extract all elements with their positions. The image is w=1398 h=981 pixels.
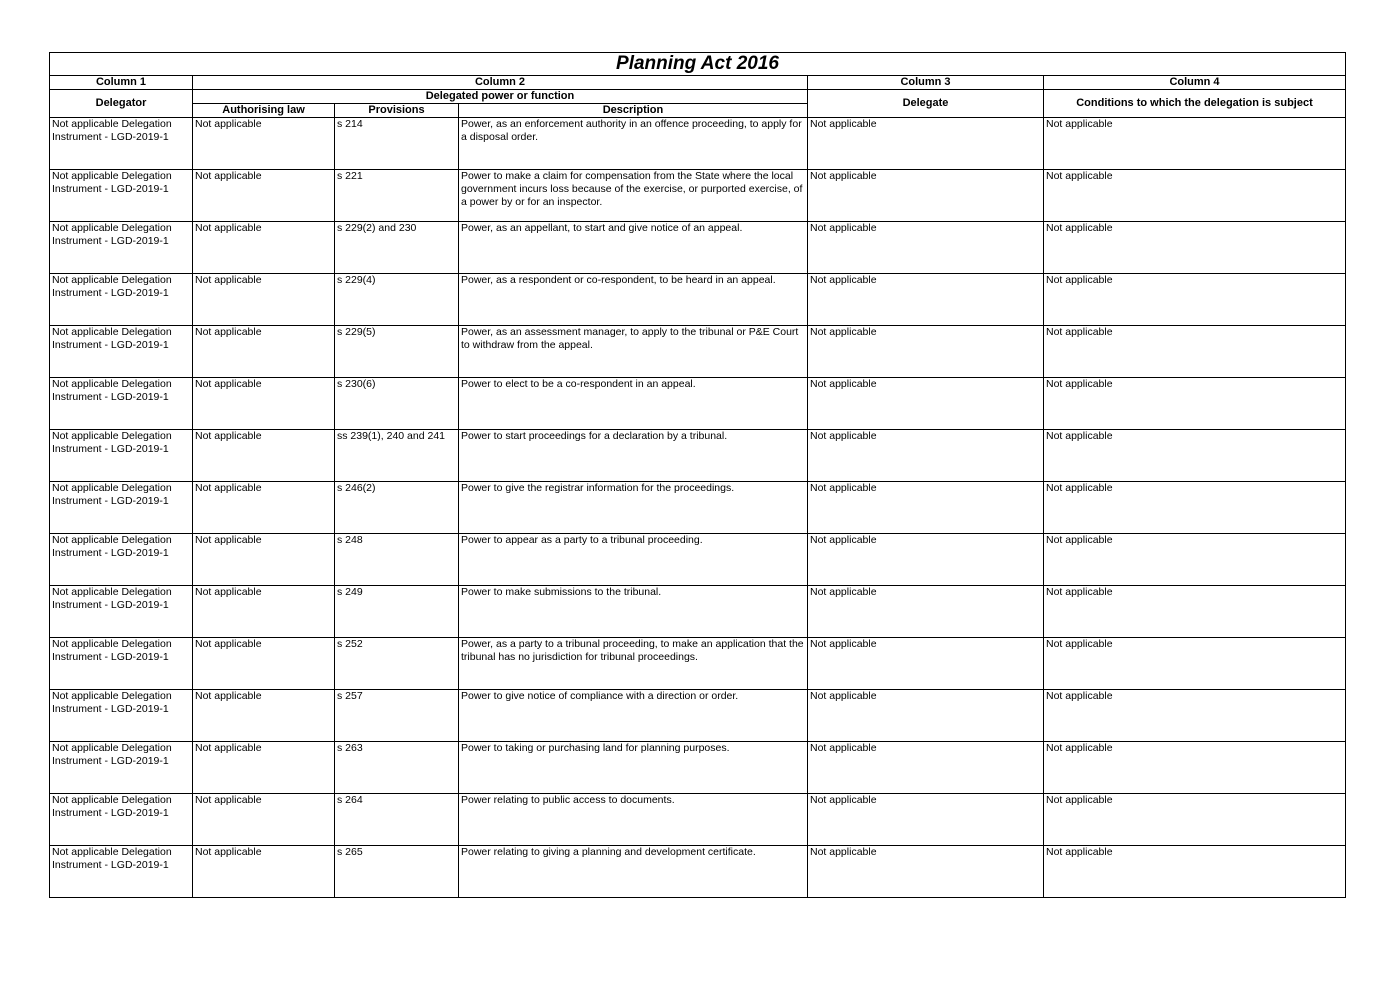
authorising-law-cell: Not applicable xyxy=(193,170,335,222)
conditions-header: Conditions to which the delegation is subject xyxy=(1044,90,1346,118)
description-cell: Power, as an enforcement authority in an offence proceeding, to apply for a disposal order. xyxy=(459,118,808,170)
delegation-table xyxy=(49,52,1346,898)
conditions-cell: Not applicable xyxy=(1044,586,1346,638)
provision-cell: s 230(6) xyxy=(335,378,459,430)
authorising-law-cell: Not applicable xyxy=(193,638,335,690)
delegate-cell: Not applicable xyxy=(808,430,1044,482)
table-row xyxy=(50,638,1346,690)
description-cell: Power to give the registrar information for the proceedings. xyxy=(459,482,808,534)
authorising-law-cell: Not applicable xyxy=(193,430,335,482)
authorising-law-cell: Not applicable xyxy=(193,482,335,534)
delegator-cell: Not applicable Delegation Instrument - LGD-2019-1 xyxy=(50,430,193,482)
table-row xyxy=(50,118,1346,170)
column-2-header: Column 2 xyxy=(193,76,808,90)
delegator-cell: Not applicable Delegation Instrument - LGD-2019-1 xyxy=(50,482,193,534)
description-cell: Power to appear as a party to a tribunal proceeding. xyxy=(459,534,808,586)
authorising-law-cell: Not applicable xyxy=(193,846,335,898)
provision-cell: s 229(2) and 230 xyxy=(335,222,459,274)
authorising-law-cell: Not applicable xyxy=(193,534,335,586)
authorising-law-cell: Not applicable xyxy=(193,222,335,274)
authorising-law-cell: Not applicable xyxy=(193,274,335,326)
provision-cell: s 252 xyxy=(335,638,459,690)
delegator-cell: Not applicable Delegation Instrument - LGD-2019-1 xyxy=(50,586,193,638)
description-cell: Power to start proceedings for a declaration by a tribunal. xyxy=(459,430,808,482)
provision-cell: s 221 xyxy=(335,170,459,222)
delegated-power-header: Delegated power or function xyxy=(193,90,808,104)
description-cell: Power, as a respondent or co-respondent, to be heard in an appeal. xyxy=(459,274,808,326)
delegate-cell: Not applicable xyxy=(808,118,1044,170)
authorising-law-header: Authorising law xyxy=(193,104,335,118)
table-row xyxy=(50,690,1346,742)
provision-cell: s 229(5) xyxy=(335,326,459,378)
description-cell: Power relating to public access to documents. xyxy=(459,794,808,846)
description-header: Description xyxy=(459,104,808,118)
delegate-cell: Not applicable xyxy=(808,534,1044,586)
table-row xyxy=(50,586,1346,638)
provision-cell: s 265 xyxy=(335,846,459,898)
delegate-cell: Not applicable xyxy=(808,690,1044,742)
conditions-cell: Not applicable xyxy=(1044,326,1346,378)
conditions-cell: Not applicable xyxy=(1044,534,1346,586)
delegate-cell: Not applicable xyxy=(808,222,1044,274)
conditions-cell: Not applicable xyxy=(1044,274,1346,326)
provisions-header: Provisions xyxy=(335,104,459,118)
table-row xyxy=(50,742,1346,794)
table-row xyxy=(50,274,1346,326)
authorising-law-cell: Not applicable xyxy=(193,586,335,638)
table-body xyxy=(50,118,1346,898)
conditions-cell: Not applicable xyxy=(1044,170,1346,222)
delegator-cell: Not applicable Delegation Instrument - LGD-2019-1 xyxy=(50,690,193,742)
delegate-cell: Not applicable xyxy=(808,846,1044,898)
provision-cell: ss 239(1), 240 and 241 xyxy=(335,430,459,482)
table-row xyxy=(50,170,1346,222)
delegator-cell: Not applicable Delegation Instrument - LGD-2019-1 xyxy=(50,742,193,794)
authorising-law-cell: Not applicable xyxy=(193,690,335,742)
delegate-cell: Not applicable xyxy=(808,638,1044,690)
column-1-header: Column 1 xyxy=(50,76,193,90)
table-row xyxy=(50,222,1346,274)
table-row xyxy=(50,326,1346,378)
authorising-law-cell: Not applicable xyxy=(193,742,335,794)
conditions-cell: Not applicable xyxy=(1044,378,1346,430)
table-row xyxy=(50,430,1346,482)
authorising-law-cell: Not applicable xyxy=(193,326,335,378)
authorising-law-cell: Not applicable xyxy=(193,118,335,170)
table-row xyxy=(50,534,1346,586)
conditions-cell: Not applicable xyxy=(1044,222,1346,274)
delegator-cell: Not applicable Delegation Instrument - LGD-2019-1 xyxy=(50,534,193,586)
provision-cell: s 214 xyxy=(335,118,459,170)
delegate-cell: Not applicable xyxy=(808,326,1044,378)
conditions-cell: Not applicable xyxy=(1044,846,1346,898)
table-row xyxy=(50,378,1346,430)
provision-cell: s 248 xyxy=(335,534,459,586)
provision-cell: s 249 xyxy=(335,586,459,638)
delegator-cell: Not applicable Delegation Instrument - LGD-2019-1 xyxy=(50,378,193,430)
description-cell: Power, as a party to a tribunal proceeding, to make an application that the tribunal has no jurisdiction for tribunal proceedings. xyxy=(459,638,808,690)
description-cell: Power to make submissions to the tribunal. xyxy=(459,586,808,638)
description-cell: Power to taking or purchasing land for planning purposes. xyxy=(459,742,808,794)
conditions-cell: Not applicable xyxy=(1044,794,1346,846)
delegator-cell: Not applicable Delegation Instrument - LGD-2019-1 xyxy=(50,274,193,326)
table-row xyxy=(50,846,1346,898)
delegator-cell: Not applicable Delegation Instrument - LGD-2019-1 xyxy=(50,222,193,274)
description-cell: Power to elect to be a co-respondent in an appeal. xyxy=(459,378,808,430)
delegate-header: Delegate xyxy=(808,90,1044,118)
delegator-cell: Not applicable Delegation Instrument - LGD-2019-1 xyxy=(50,638,193,690)
description-cell: Power, as an appellant, to start and give notice of an appeal. xyxy=(459,222,808,274)
delegator-cell: Not applicable Delegation Instrument - LGD-2019-1 xyxy=(50,326,193,378)
conditions-cell: Not applicable xyxy=(1044,690,1346,742)
table-row xyxy=(50,794,1346,846)
table-row xyxy=(50,482,1346,534)
description-cell: Power to give notice of compliance with a direction or order. xyxy=(459,690,808,742)
description-cell: Power relating to giving a planning and development certificate. xyxy=(459,846,808,898)
provision-cell: s 229(4) xyxy=(335,274,459,326)
delegate-cell: Not applicable xyxy=(808,378,1044,430)
conditions-cell: Not applicable xyxy=(1044,638,1346,690)
delegator-cell: Not applicable Delegation Instrument - LGD-2019-1 xyxy=(50,170,193,222)
delegation-sheet xyxy=(49,52,1345,898)
conditions-cell: Not applicable xyxy=(1044,118,1346,170)
column-4-header: Column 4 xyxy=(1044,76,1346,90)
provision-cell: s 257 xyxy=(335,690,459,742)
authorising-law-cell: Not applicable xyxy=(193,378,335,430)
description-cell: Power to make a claim for compensation from the State where the local government incurs loss because of the exercise, or purported exercise, of a power by or for an inspector. xyxy=(459,170,808,222)
delegate-cell: Not applicable xyxy=(808,482,1044,534)
provision-cell: s 264 xyxy=(335,794,459,846)
description-cell: Power, as an assessment manager, to apply to the tribunal or P&E Court to withdraw from the appeal. xyxy=(459,326,808,378)
provision-cell: s 263 xyxy=(335,742,459,794)
delegate-cell: Not applicable xyxy=(808,170,1044,222)
delegate-cell: Not applicable xyxy=(808,794,1044,846)
authorising-law-cell: Not applicable xyxy=(193,794,335,846)
delegator-cell: Not applicable Delegation Instrument - LGD-2019-1 xyxy=(50,794,193,846)
delegator-cell: Not applicable Delegation Instrument - LGD-2019-1 xyxy=(50,846,193,898)
conditions-cell: Not applicable xyxy=(1044,482,1346,534)
conditions-cell: Not applicable xyxy=(1044,430,1346,482)
provision-cell: s 246(2) xyxy=(335,482,459,534)
page-title: Planning Act 2016 xyxy=(50,53,1346,76)
conditions-cell: Not applicable xyxy=(1044,742,1346,794)
column-3-header: Column 3 xyxy=(808,76,1044,90)
delegator-header: Delegator xyxy=(50,90,193,118)
delegate-cell: Not applicable xyxy=(808,586,1044,638)
delegate-cell: Not applicable xyxy=(808,274,1044,326)
delegator-cell: Not applicable Delegation Instrument - LGD-2019-1 xyxy=(50,118,193,170)
delegate-cell: Not applicable xyxy=(808,742,1044,794)
